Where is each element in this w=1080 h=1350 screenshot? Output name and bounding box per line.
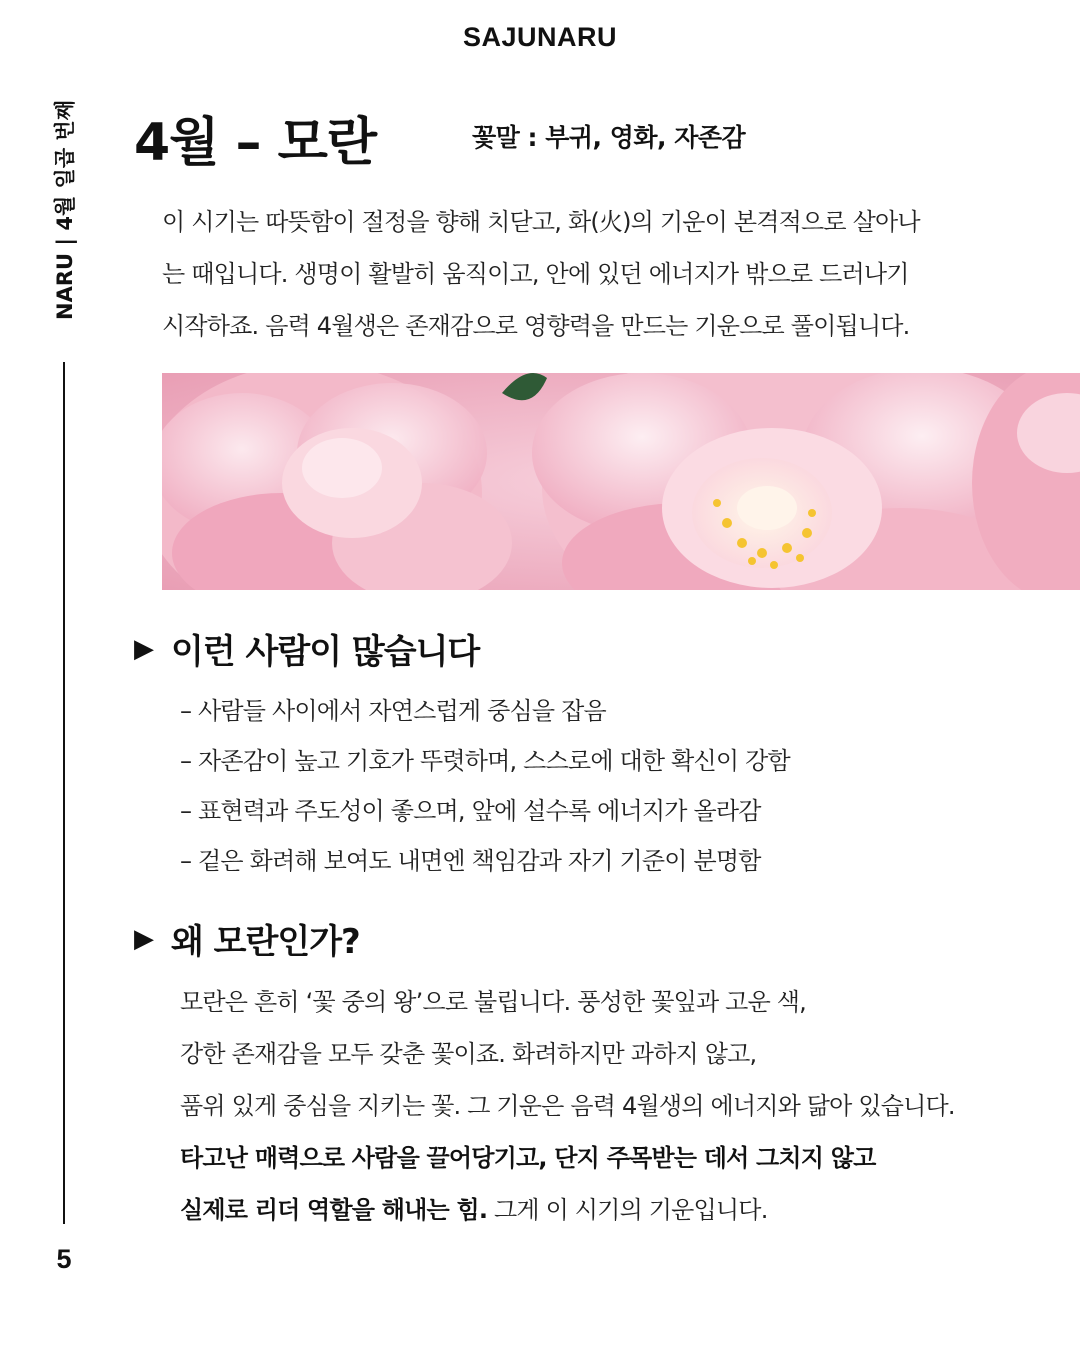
section-heading-reason xyxy=(134,914,360,963)
reason-line xyxy=(180,1184,1060,1236)
peony-photo xyxy=(162,373,1080,590)
side-divider xyxy=(63,362,65,1224)
right-peony xyxy=(532,373,1042,590)
page-title: 4월 – 모란 xyxy=(134,113,377,173)
peony-illustration xyxy=(162,373,1080,590)
left-peony xyxy=(162,373,512,590)
triangle-right-icon: ▶ xyxy=(134,633,153,664)
list-item: – 자존감이 높고 기호가 뚜렷하며, 스스로에 대한 확신이 강함 xyxy=(180,747,790,775)
reason-emphasis: 타고난 매력으로 사람을 끌어당기고, 단지 주목받는 데서 그치지 않고 xyxy=(180,1144,876,1172)
traits-list xyxy=(180,686,790,886)
side-label: NARU | 4월 일곱 번째 xyxy=(53,99,77,321)
list-item: – 겉은 화려해 보여도 내면엔 책임감과 자기 기준이 분명함 xyxy=(180,847,761,875)
reason-line: 강한 존재감을 모두 갖춘 꽃이죠. 화려하지만 과하지 않고, xyxy=(180,1040,757,1068)
section-heading-people xyxy=(134,624,479,673)
brand-logo: SAJUNARU xyxy=(462,22,618,52)
reason-line: 모란은 흔히 ‘꽃 중의 왕’으로 불립니다. 풍성한 꽃잎과 고운 색, xyxy=(180,988,806,1016)
list-item: – 표현력과 주도성이 좋으며, 앞에 설수록 에너지가 올라감 xyxy=(180,797,761,825)
section-heading-text: 이런 사람이 많습니다 xyxy=(171,632,480,672)
intro-line: 는 때입니다. 생명이 활발히 움직이고, 안에 있던 에너지가 밖으로 드러나기 xyxy=(162,260,909,288)
page-number: 5 xyxy=(56,1244,72,1274)
intro-line: 시작하죠. 음력 4월생은 존재감으로 영향력을 만드는 기운으로 풀이됩니다. xyxy=(162,312,910,340)
reason-line xyxy=(180,1132,1060,1184)
reason-line-rest: 그게 이 시기의 기운입니다. xyxy=(487,1196,768,1224)
section-heading-text: 왜 모란인가? xyxy=(171,922,360,962)
reason-paragraph xyxy=(180,976,1060,1236)
intro-line: 이 시기는 따뜻함이 절정을 향해 치닫고, 화(火)의 기운이 본격적으로 살아나 xyxy=(162,208,920,236)
flower-language: 꽃말 : 부귀, 영화, 자존감 xyxy=(472,123,746,152)
reason-emphasis: 실제로 리더 역할을 해내는 힘. xyxy=(180,1196,488,1224)
reason-line: 품위 있게 중심을 지키는 꽃. 그 기운은 음력 4월생의 에너지와 닮아 있습니다. xyxy=(180,1092,955,1120)
list-item: – 사람들 사이에서 자연스럽게 중심을 잡음 xyxy=(180,697,606,725)
triangle-right-icon: ▶ xyxy=(134,923,153,954)
intro-paragraph xyxy=(162,196,1032,352)
